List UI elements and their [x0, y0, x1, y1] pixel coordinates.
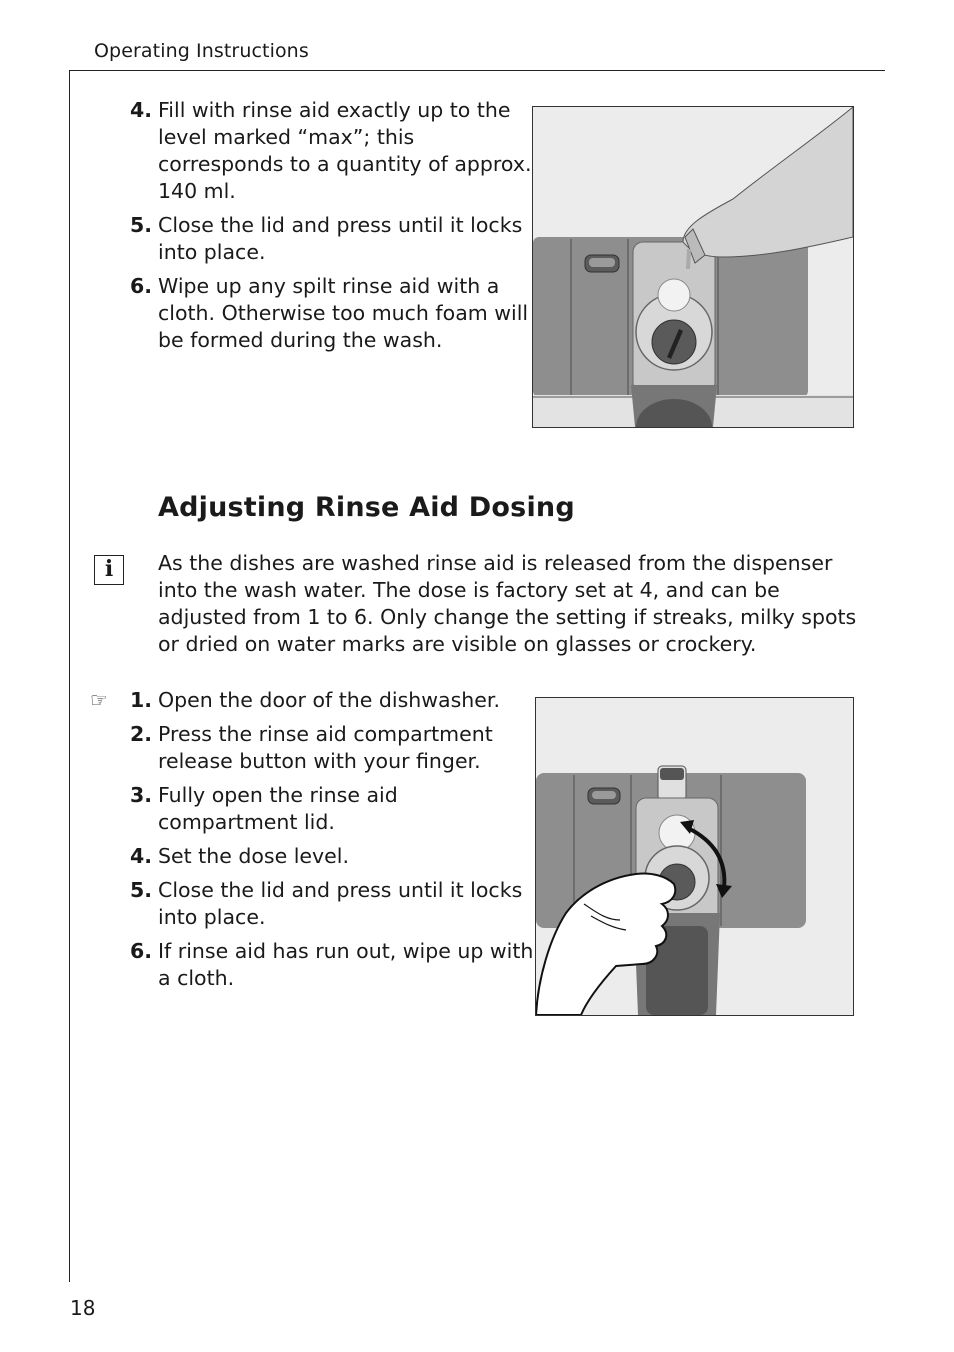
- adjusting-dial-illustration: [535, 697, 854, 1016]
- pouring-rinse-aid-illustration: [532, 106, 854, 428]
- list-item: [94, 877, 534, 931]
- info-paragraph: As the dishes are washed rinse aid is released from the dispenser into the wash water. The dose is factory set at 4, and can be adjusted from 1 to 6. Only change the setting if streaks, milky spots or dried on water marks are visible on glasses or crockery.: [158, 551, 857, 656]
- step-text: Open the door of the dishwasher.: [158, 688, 500, 712]
- list-item: [94, 97, 534, 205]
- step-number: 1.: [129, 688, 152, 712]
- list-item: [94, 721, 534, 775]
- step-text: Close the lid and press until it locks into place.: [158, 213, 523, 264]
- step-text: Fill with rinse aid exactly up to the level marked “max”; this corresponds to a quantity of approx. 140 ml.: [158, 98, 532, 203]
- step-text: Fully open the rinse aid compartment lid.: [158, 783, 398, 834]
- step-number: 6.: [129, 939, 152, 963]
- running-header: Operating Instructions: [94, 40, 309, 62]
- pointing-hand-icon: ☞: [90, 688, 108, 712]
- step-number: 2.: [129, 722, 152, 746]
- info-icon: i: [94, 555, 124, 585]
- list-item: [94, 782, 534, 836]
- step-text: Press the rinse aid compartment release button with your finger.: [158, 722, 493, 773]
- step-text: Wipe up any spilt rinse aid with a cloth. Otherwise too much foam will be formed during the wash.: [158, 274, 529, 352]
- step-text: Set the dose level.: [158, 844, 349, 868]
- step-number: 3.: [129, 783, 152, 807]
- list-item: [94, 273, 534, 354]
- list-item: [94, 212, 534, 266]
- page-number: 18: [70, 1296, 96, 1320]
- step-number: 5.: [129, 878, 152, 902]
- header-rule: [69, 70, 885, 71]
- adjust-steps-list: [90, 687, 534, 999]
- list-item: [90, 687, 534, 714]
- fill-steps-list: [94, 97, 534, 361]
- step-number: 5.: [129, 213, 152, 237]
- list-item: [94, 938, 534, 992]
- step-text: Close the lid and press until it locks into place.: [158, 878, 523, 929]
- step-number: 4.: [129, 844, 152, 868]
- step-number: 6.: [129, 274, 152, 298]
- step-text: If rinse aid has run out, wipe up with a cloth.: [158, 939, 534, 990]
- step-number: 4.: [129, 98, 152, 122]
- section-title: Adjusting Rinse Aid Dosing: [158, 492, 575, 523]
- list-item: [94, 843, 534, 870]
- margin-rule: [69, 70, 70, 1282]
